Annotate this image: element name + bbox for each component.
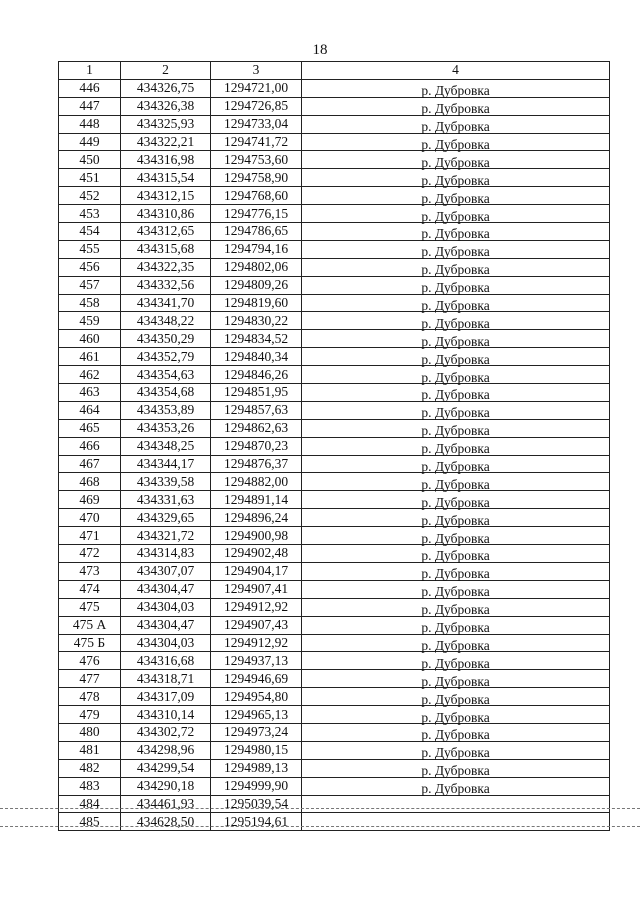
table-row <box>59 545 610 563</box>
point-number-cell: 472 <box>59 545 121 563</box>
point-number-cell: 449 <box>59 133 121 151</box>
description-cell <box>302 634 610 652</box>
y-coordinate-cell: 1294830,22 <box>211 312 302 330</box>
y-coordinate-cell: 1294896,24 <box>211 509 302 527</box>
description-cell <box>302 813 610 831</box>
y-coordinate-cell: 1294840,34 <box>211 348 302 366</box>
description-text: р. Дубровка <box>421 369 490 385</box>
x-coordinate-cell: 434318,71 <box>121 670 211 688</box>
point-number-cell: 475 <box>59 598 121 616</box>
y-coordinate-cell: 1294834,52 <box>211 330 302 348</box>
description-cell <box>302 795 610 813</box>
description-cell <box>302 133 610 151</box>
point-number-cell: 447 <box>59 97 121 115</box>
x-coordinate-cell: 434304,47 <box>121 580 211 598</box>
x-coordinate-cell: 434312,65 <box>121 223 211 241</box>
description-cell <box>302 151 610 169</box>
y-coordinate-cell: 1294741,72 <box>211 133 302 151</box>
description-cell <box>302 545 610 563</box>
description-text: р. Дубровка <box>421 459 490 475</box>
y-coordinate-cell: 1294973,24 <box>211 723 302 741</box>
table-row <box>59 330 610 348</box>
description-text: р. Дубровка <box>421 763 490 779</box>
x-coordinate-cell: 434354,63 <box>121 366 211 384</box>
table-row <box>59 187 610 205</box>
table-row <box>59 169 610 187</box>
y-coordinate-cell: 1294851,95 <box>211 384 302 402</box>
table-row <box>59 366 610 384</box>
y-coordinate-cell: 1294907,43 <box>211 616 302 634</box>
y-coordinate-cell: 1294891,14 <box>211 491 302 509</box>
y-coordinate-cell: 1294902,48 <box>211 545 302 563</box>
point-number-cell: 450 <box>59 151 121 169</box>
table-row <box>59 79 610 97</box>
scan-artifact-line <box>0 826 640 827</box>
description-text: р. Дубровка <box>421 226 490 242</box>
y-coordinate-cell: 1294904,17 <box>211 562 302 580</box>
table-header-row <box>59 62 610 80</box>
y-coordinate-cell: 1294980,15 <box>211 741 302 759</box>
table-row <box>59 223 610 241</box>
description-cell <box>302 276 610 294</box>
table-row <box>59 723 610 741</box>
x-coordinate-cell: 434322,21 <box>121 133 211 151</box>
point-number-cell: 469 <box>59 491 121 509</box>
description-cell <box>302 777 610 795</box>
x-coordinate-cell: 434331,63 <box>121 491 211 509</box>
x-coordinate-cell: 434348,22 <box>121 312 211 330</box>
y-coordinate-cell: 1294937,13 <box>211 652 302 670</box>
description-text: р. Дубровка <box>421 137 490 152</box>
x-coordinate-cell: 434353,89 <box>121 401 211 419</box>
point-number-cell: 481 <box>59 741 121 759</box>
description-cell <box>302 294 610 312</box>
y-coordinate-cell: 1294912,92 <box>211 634 302 652</box>
description-cell <box>302 115 610 133</box>
table-row <box>59 97 610 115</box>
x-coordinate-cell: 434310,14 <box>121 706 211 724</box>
x-coordinate-cell: 434307,07 <box>121 562 211 580</box>
description-cell <box>302 312 610 330</box>
table-row <box>59 384 610 402</box>
table-row <box>59 276 610 294</box>
description-cell <box>302 419 610 437</box>
point-number-cell: 451 <box>59 169 121 187</box>
point-number-cell: 448 <box>59 115 121 133</box>
x-coordinate-cell: 434316,98 <box>121 151 211 169</box>
description-text: р. Дубровка <box>421 602 490 618</box>
x-coordinate-cell: 434290,18 <box>121 777 211 795</box>
y-coordinate-cell: 1294776,15 <box>211 205 302 223</box>
description-text: р. Дубровка <box>421 172 490 188</box>
point-number-cell: 480 <box>59 723 121 741</box>
x-coordinate-cell: 434315,54 <box>121 169 211 187</box>
description-text: р. Дубровка <box>421 244 490 260</box>
x-coordinate-cell: 434312,15 <box>121 187 211 205</box>
x-coordinate-cell: 434304,03 <box>121 634 211 652</box>
description-cell <box>302 169 610 187</box>
table-row <box>59 115 610 133</box>
y-coordinate-cell: 1294862,63 <box>211 419 302 437</box>
description-text: р. Дубровка <box>421 423 490 439</box>
point-number-cell: 458 <box>59 294 121 312</box>
point-number-cell: 462 <box>59 366 121 384</box>
point-number-cell: 459 <box>59 312 121 330</box>
point-number-cell: 456 <box>59 258 121 276</box>
description-cell <box>302 670 610 688</box>
description-text: р. Дубровка <box>421 566 490 582</box>
point-number-cell: 473 <box>59 562 121 580</box>
point-number-cell: 485 <box>59 813 121 831</box>
description-text: р. Дубровка <box>421 745 490 761</box>
x-coordinate-cell: 434344,17 <box>121 455 211 473</box>
description-text: р. Дубровка <box>421 441 490 457</box>
description-text: р. Дубровка <box>421 351 490 367</box>
point-number-cell: 446 <box>59 79 121 97</box>
y-coordinate-cell: 1294882,00 <box>211 473 302 491</box>
description-text: р. Дубровка <box>421 709 490 725</box>
point-number-cell: 484 <box>59 795 121 813</box>
x-coordinate-cell: 434302,72 <box>121 723 211 741</box>
x-coordinate-cell: 434298,96 <box>121 741 211 759</box>
description-text: р. Дубровка <box>421 691 490 707</box>
description-text: р. Дубровка <box>421 476 490 492</box>
y-coordinate-cell: 1295194,61 <box>211 813 302 831</box>
description-text: р. Дубровка <box>421 548 490 564</box>
description-text: р. Дубровка <box>421 494 490 510</box>
description-cell <box>302 384 610 402</box>
y-coordinate-cell: 1294965,13 <box>211 706 302 724</box>
column-header-description: 4 <box>302 62 610 80</box>
description-cell <box>302 723 610 741</box>
point-number-cell: 454 <box>59 223 121 241</box>
column-header-y: 3 <box>211 62 302 80</box>
description-cell <box>302 759 610 777</box>
point-number-cell: 467 <box>59 455 121 473</box>
table-row <box>59 258 610 276</box>
table-row <box>59 294 610 312</box>
description-cell <box>302 562 610 580</box>
description-cell <box>302 652 610 670</box>
table-row <box>59 240 610 258</box>
point-number-cell: 478 <box>59 688 121 706</box>
description-cell <box>302 205 610 223</box>
point-number-cell: 475 Б <box>59 634 121 652</box>
x-coordinate-cell: 434353,26 <box>121 419 211 437</box>
description-cell <box>302 580 610 598</box>
coordinates-table <box>58 61 610 831</box>
x-coordinate-cell: 434461,93 <box>121 795 211 813</box>
description-text: р. Дубровка <box>421 584 490 600</box>
x-coordinate-cell: 434322,35 <box>121 258 211 276</box>
table-row <box>59 205 610 223</box>
table-row <box>59 670 610 688</box>
x-coordinate-cell: 434348,25 <box>121 437 211 455</box>
description-cell <box>302 706 610 724</box>
description-cell <box>302 473 610 491</box>
table-row <box>59 616 610 634</box>
table-row <box>59 491 610 509</box>
point-number-cell: 457 <box>59 276 121 294</box>
x-coordinate-cell: 434329,65 <box>121 509 211 527</box>
x-coordinate-cell: 434341,70 <box>121 294 211 312</box>
description-text: р. Дубровка <box>421 101 490 117</box>
description-cell <box>302 437 610 455</box>
point-number-cell: 464 <box>59 401 121 419</box>
point-number-cell: 479 <box>59 706 121 724</box>
y-coordinate-cell: 1294733,04 <box>211 115 302 133</box>
x-coordinate-cell: 434326,38 <box>121 97 211 115</box>
y-coordinate-cell: 1294846,26 <box>211 366 302 384</box>
y-coordinate-cell: 1294802,06 <box>211 258 302 276</box>
y-coordinate-cell: 1294876,37 <box>211 455 302 473</box>
table-row <box>59 312 610 330</box>
y-coordinate-cell: 1294794,16 <box>211 240 302 258</box>
description-text: р. Дубровка <box>421 315 490 331</box>
description-text: р. Дубровка <box>421 620 490 636</box>
description-cell <box>302 527 610 545</box>
column-header-number: 1 <box>59 62 121 80</box>
table-row <box>59 706 610 724</box>
point-number-cell: 476 <box>59 652 121 670</box>
x-coordinate-cell: 434354,68 <box>121 384 211 402</box>
x-coordinate-cell: 434350,29 <box>121 330 211 348</box>
point-number-cell: 475 А <box>59 616 121 634</box>
description-cell <box>302 97 610 115</box>
point-number-cell: 455 <box>59 240 121 258</box>
table-row <box>59 652 610 670</box>
table-row <box>59 759 610 777</box>
y-coordinate-cell: 1294989,13 <box>211 759 302 777</box>
point-number-cell: 465 <box>59 419 121 437</box>
table-row <box>59 419 610 437</box>
description-cell <box>302 741 610 759</box>
table-row <box>59 509 610 527</box>
point-number-cell: 470 <box>59 509 121 527</box>
description-text: р. Дубровка <box>421 333 490 349</box>
description-text: р. Дубровка <box>421 280 490 296</box>
point-number-cell: 461 <box>59 348 121 366</box>
table-row <box>59 795 610 813</box>
point-number-cell: 477 <box>59 670 121 688</box>
y-coordinate-cell: 1294819,60 <box>211 294 302 312</box>
table-row <box>59 777 610 795</box>
table-row <box>59 688 610 706</box>
y-coordinate-cell: 1295039,54 <box>211 795 302 813</box>
point-number-cell: 460 <box>59 330 121 348</box>
description-text: р. Дубровка <box>421 405 490 421</box>
y-coordinate-cell: 1294954,80 <box>211 688 302 706</box>
description-text: р. Дубровка <box>421 673 490 689</box>
table-row <box>59 562 610 580</box>
description-text: р. Дубровка <box>421 83 490 99</box>
x-coordinate-cell: 434299,54 <box>121 759 211 777</box>
point-number-cell: 452 <box>59 187 121 205</box>
point-number-cell: 453 <box>59 205 121 223</box>
point-number-cell: 471 <box>59 527 121 545</box>
table-row <box>59 741 610 759</box>
table-row <box>59 133 610 151</box>
y-coordinate-cell: 1294907,41 <box>211 580 302 598</box>
description-text: р. Дубровка <box>421 119 490 135</box>
y-coordinate-cell: 1294900,98 <box>211 527 302 545</box>
table-body <box>59 79 610 830</box>
y-coordinate-cell: 1294912,92 <box>211 598 302 616</box>
y-coordinate-cell: 1294786,65 <box>211 223 302 241</box>
table-row <box>59 151 610 169</box>
x-coordinate-cell: 434352,79 <box>121 348 211 366</box>
x-coordinate-cell: 434315,68 <box>121 240 211 258</box>
point-number-cell: 483 <box>59 777 121 795</box>
table-row <box>59 598 610 616</box>
y-coordinate-cell: 1294809,26 <box>211 276 302 294</box>
x-coordinate-cell: 434325,93 <box>121 115 211 133</box>
description-cell <box>302 240 610 258</box>
description-text: р. Дубровка <box>421 727 490 743</box>
description-cell <box>302 455 610 473</box>
y-coordinate-cell: 1294753,60 <box>211 151 302 169</box>
x-coordinate-cell: 434304,03 <box>121 598 211 616</box>
column-header-x: 2 <box>121 62 211 80</box>
x-coordinate-cell: 434321,72 <box>121 527 211 545</box>
description-cell <box>302 187 610 205</box>
description-text: р. Дубровка <box>421 298 490 314</box>
description-text: р. Дубровка <box>421 781 490 797</box>
y-coordinate-cell: 1294721,00 <box>211 79 302 97</box>
y-coordinate-cell: 1294726,85 <box>211 97 302 115</box>
table-row <box>59 813 610 831</box>
x-coordinate-cell: 434316,68 <box>121 652 211 670</box>
x-coordinate-cell: 434314,83 <box>121 545 211 563</box>
table-row <box>59 455 610 473</box>
description-text: р. Дубровка <box>421 512 490 528</box>
description-text: р. Дубровка <box>421 154 490 170</box>
description-text: р. Дубровка <box>421 655 490 671</box>
scan-artifact-line <box>0 808 640 809</box>
table-row <box>59 401 610 419</box>
description-text: р. Дубровка <box>421 637 490 653</box>
point-number-cell: 468 <box>59 473 121 491</box>
y-coordinate-cell: 1294768,60 <box>211 187 302 205</box>
x-coordinate-cell: 434339,58 <box>121 473 211 491</box>
description-cell <box>302 688 610 706</box>
description-cell <box>302 348 610 366</box>
point-number-cell: 463 <box>59 384 121 402</box>
y-coordinate-cell: 1294999,90 <box>211 777 302 795</box>
y-coordinate-cell: 1294857,63 <box>211 401 302 419</box>
table-row <box>59 348 610 366</box>
description-text: р. Дубровка <box>421 530 490 546</box>
description-cell <box>302 401 610 419</box>
y-coordinate-cell: 1294758,90 <box>211 169 302 187</box>
y-coordinate-cell: 1294870,23 <box>211 437 302 455</box>
description-cell <box>302 598 610 616</box>
description-cell <box>302 223 610 241</box>
description-cell <box>302 491 610 509</box>
x-coordinate-cell: 434332,56 <box>121 276 211 294</box>
point-number-cell: 466 <box>59 437 121 455</box>
x-coordinate-cell: 434628,50 <box>121 813 211 831</box>
y-coordinate-cell: 1294946,69 <box>211 670 302 688</box>
x-coordinate-cell: 434304,47 <box>121 616 211 634</box>
table-row <box>59 473 610 491</box>
description-cell <box>302 509 610 527</box>
page-number: 18 <box>312 42 328 58</box>
table-row <box>59 437 610 455</box>
table-row <box>59 527 610 545</box>
description-cell <box>302 330 610 348</box>
point-number-cell: 474 <box>59 580 121 598</box>
x-coordinate-cell: 434326,75 <box>121 79 211 97</box>
point-number-cell: 482 <box>59 759 121 777</box>
description-text: р. Дубровка <box>421 387 490 403</box>
description-text: р. Дубровка <box>421 208 490 224</box>
description-text: р. Дубровка <box>421 262 490 278</box>
table-row <box>59 580 610 598</box>
x-coordinate-cell: 434310,86 <box>121 205 211 223</box>
description-cell <box>302 79 610 97</box>
table-row <box>59 634 610 652</box>
description-cell <box>302 366 610 384</box>
description-cell <box>302 616 610 634</box>
x-coordinate-cell: 434317,09 <box>121 688 211 706</box>
description-text: р. Дубровка <box>421 190 490 206</box>
description-cell <box>302 258 610 276</box>
